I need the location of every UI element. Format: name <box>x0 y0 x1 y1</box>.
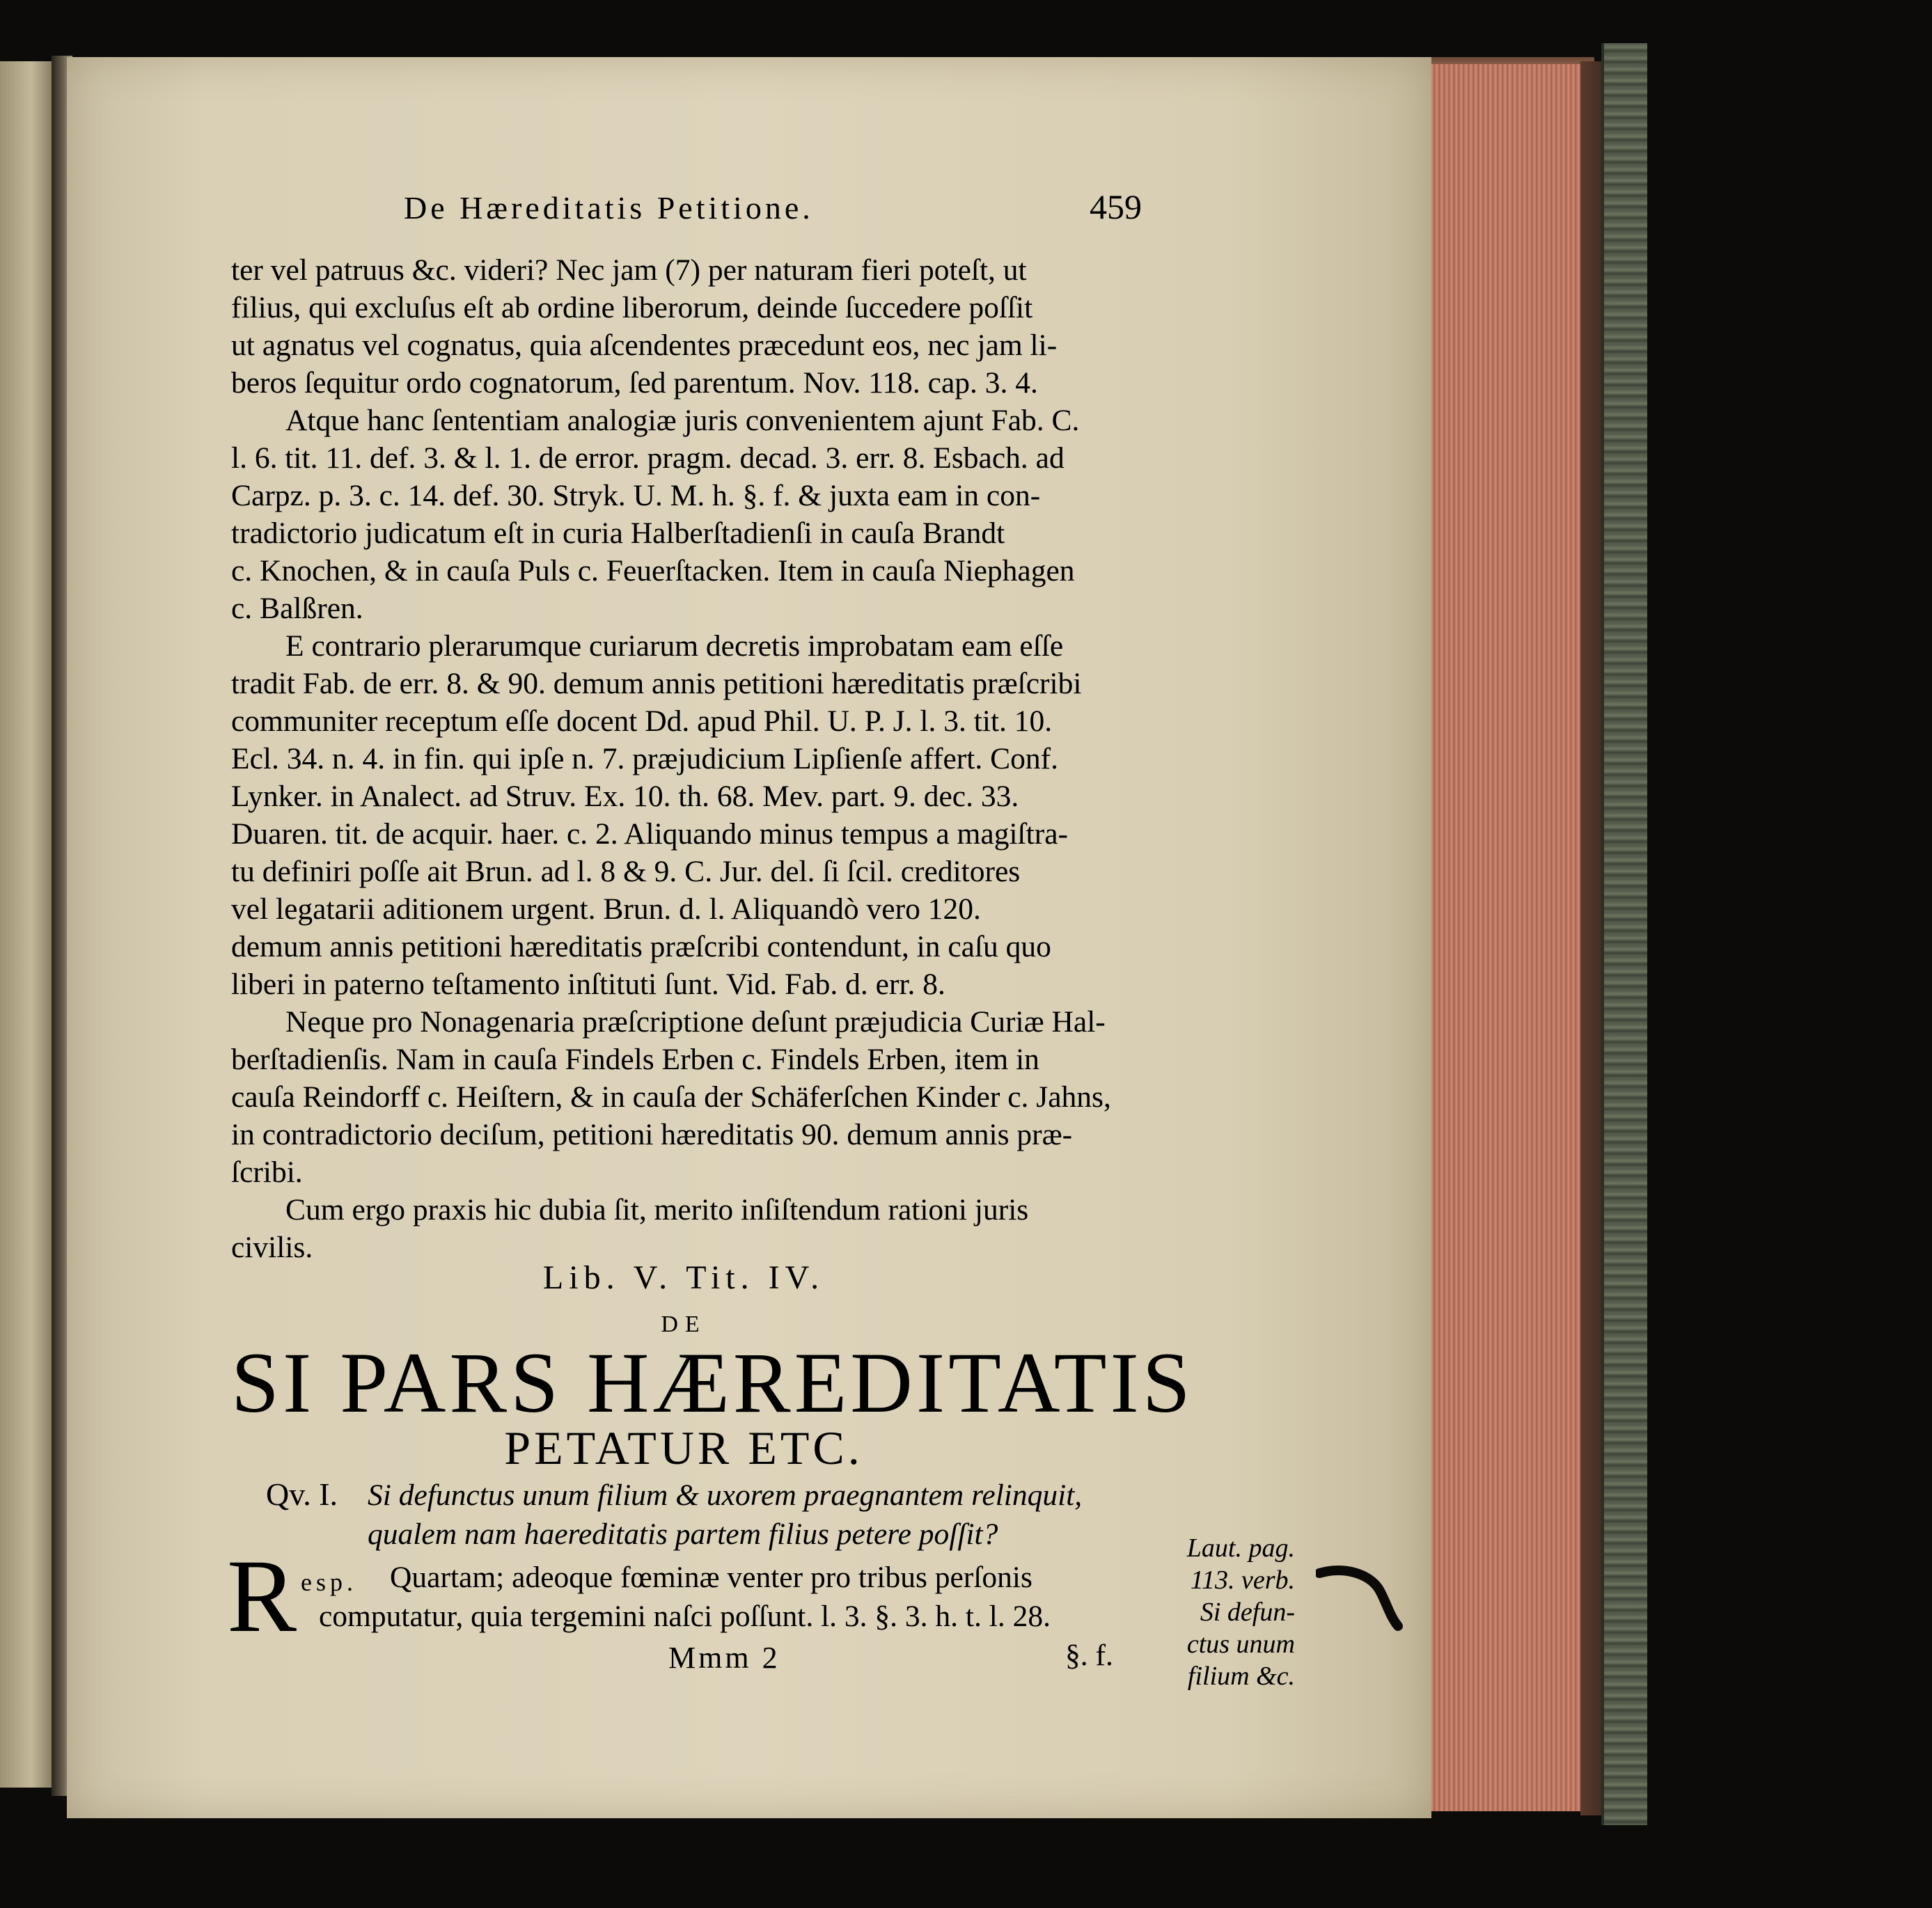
question-label: Qv. I. <box>266 1476 338 1512</box>
text-line: liberi in paterno teſtamento inſtituti ſunt. Vid. Fab. d. err. 8. <box>231 968 945 1001</box>
book-cover <box>1601 43 1647 1825</box>
page-number: 459 <box>1090 187 1142 226</box>
bookmark-ribbon <box>1316 1559 1427 1643</box>
margin-note-line: Laut. pag. <box>1186 1534 1295 1563</box>
text-line: E contrario plerarumque curiarum decretis improbatam eam eſſe <box>285 629 1064 663</box>
text-line: ſcribi. <box>231 1156 303 1189</box>
text-line: c. Knochen, & in cauſa Puls c. Feuerſtacken. Item in cauſa Niephagen <box>231 554 1075 588</box>
text-line: in contradictorio deciſum, petitioni hæreditatis 90. demum annis præ- <box>231 1118 1073 1151</box>
text-line: beros ſequitur ordo cognatorum, ſed parentum. Nov. 118. cap. 3. 4. <box>231 366 1038 400</box>
question-line: qualem nam haereditatis partem filius petere poſſit? <box>368 1517 998 1551</box>
text-line: Lynker. in Analect. ad Struv. Ex. 10. th. 68. Mev. part. 9. dec. 33. <box>231 780 1019 813</box>
text-line: ter vel patruus &c. videri? Nec jam (7) per naturam fieri poteſt, ut <box>231 253 1027 287</box>
margin-note-line: 113. verb. <box>1190 1566 1295 1595</box>
text-line: Ecl. 34. n. 4. in fin. qui ipſe n. 7. præjudicium Lipſienſe affert. Conf. <box>231 742 1058 775</box>
text-line: demum annis petitioni hæreditatis præſcribi contendunt, in caſu quo <box>231 930 1051 963</box>
text-line: vel legatarii aditionem urgent. Brun. d. l. Aliquandò vero 120. <box>231 892 981 926</box>
running-title: De Hæreditatis Petitione. <box>404 190 814 226</box>
left-page-edge <box>0 61 57 1788</box>
book-title-line: Lib. V. Tit. IV. <box>542 1259 825 1296</box>
text-line: Duaren. tit. de acquir. haer. c. 2. Aliquando minus tempus a magiſtra- <box>231 817 1068 851</box>
text-line: ut agnatus vel cognatus, quia aſcendentes præcedunt eos, nec jam li- <box>231 329 1058 362</box>
de-line: DE <box>661 1311 707 1337</box>
text-line: cauſa Reindorff c. Heiſtern, & in cauſa der Schäferſchen Kinder c. Jahns, <box>231 1080 1111 1114</box>
text-line: tradictorio judicatum eſt in curia Halberſtadienſi in cauſa Brandt <box>231 517 1005 550</box>
response-label: esp. <box>301 1568 357 1596</box>
text-line: c. Balßren. <box>231 592 363 625</box>
text-line: communiter receptum eſſe docent Dd. apud Phil. U. P. J. l. 3. tit. 10. <box>231 704 1053 738</box>
text-line: filius, qui excluſus eſt ab ordine liberorum, deinde ſuccedere poſſit <box>231 291 1033 324</box>
text-line: tu definiri poſſe ait Brun. ad l. 8 & 9. C. Jur. del. ſi ſcil. creditores <box>231 855 1021 888</box>
text-line: berſtadienſis. Nam in cauſa Findels Erben c. Findels Erben, item in <box>231 1043 1039 1076</box>
question-line: Si defunctus unum filium & uxorem praegnantem relinquit, <box>368 1479 1083 1512</box>
running-head <box>334 189 1142 231</box>
section-title: SI PARS HÆREDITATIS <box>231 1335 1194 1430</box>
text-line: Neque pro Nonagenaria præſcriptione deſunt præjudicia Curiæ Hal- <box>285 1005 1106 1039</box>
page-edges <box>1420 64 1587 1811</box>
margin-note-line: Si defun- <box>1200 1598 1295 1627</box>
response-line: Quartam; adeoque fœminæ venter pro tribus perſonis <box>390 1561 1032 1594</box>
drop-cap: R <box>227 1538 297 1654</box>
signature-mark: Mmm 2 <box>668 1641 780 1675</box>
text-line: Carpz. p. 3. c. 14. def. 30. Stryk. U. M. h. §. f. & juxta eam in con- <box>231 479 1041 512</box>
text-line: tradit Fab. de err. 8. & 90. demum annis petitioni hæreditatis præſcribi <box>231 667 1082 700</box>
text-line: l. 6. tit. 11. def. 3. & l. 1. de error. pragm. decad. 3. err. 8. Esbach. ad <box>231 441 1065 475</box>
text-line: Cum ergo praxis hic dubia ſit, merito inſiſtendum rationi juris <box>285 1193 1029 1227</box>
margin-note-line: ctus unum <box>1186 1630 1295 1659</box>
response-line: computatur, quia tergemini naſci poſſunt. l. 3. §. 3. h. t. l. 28. <box>319 1600 1051 1633</box>
text-line: Atque hanc ſententiam analogiæ juris convenientem ajunt Fab. C. <box>285 404 1080 437</box>
section-subtitle: PETATUR ETC. <box>504 1421 863 1474</box>
margin-note-line: filium &c. <box>1187 1662 1295 1691</box>
text-line: civilis. <box>231 1231 313 1264</box>
response-line: §. f. <box>1065 1639 1113 1672</box>
